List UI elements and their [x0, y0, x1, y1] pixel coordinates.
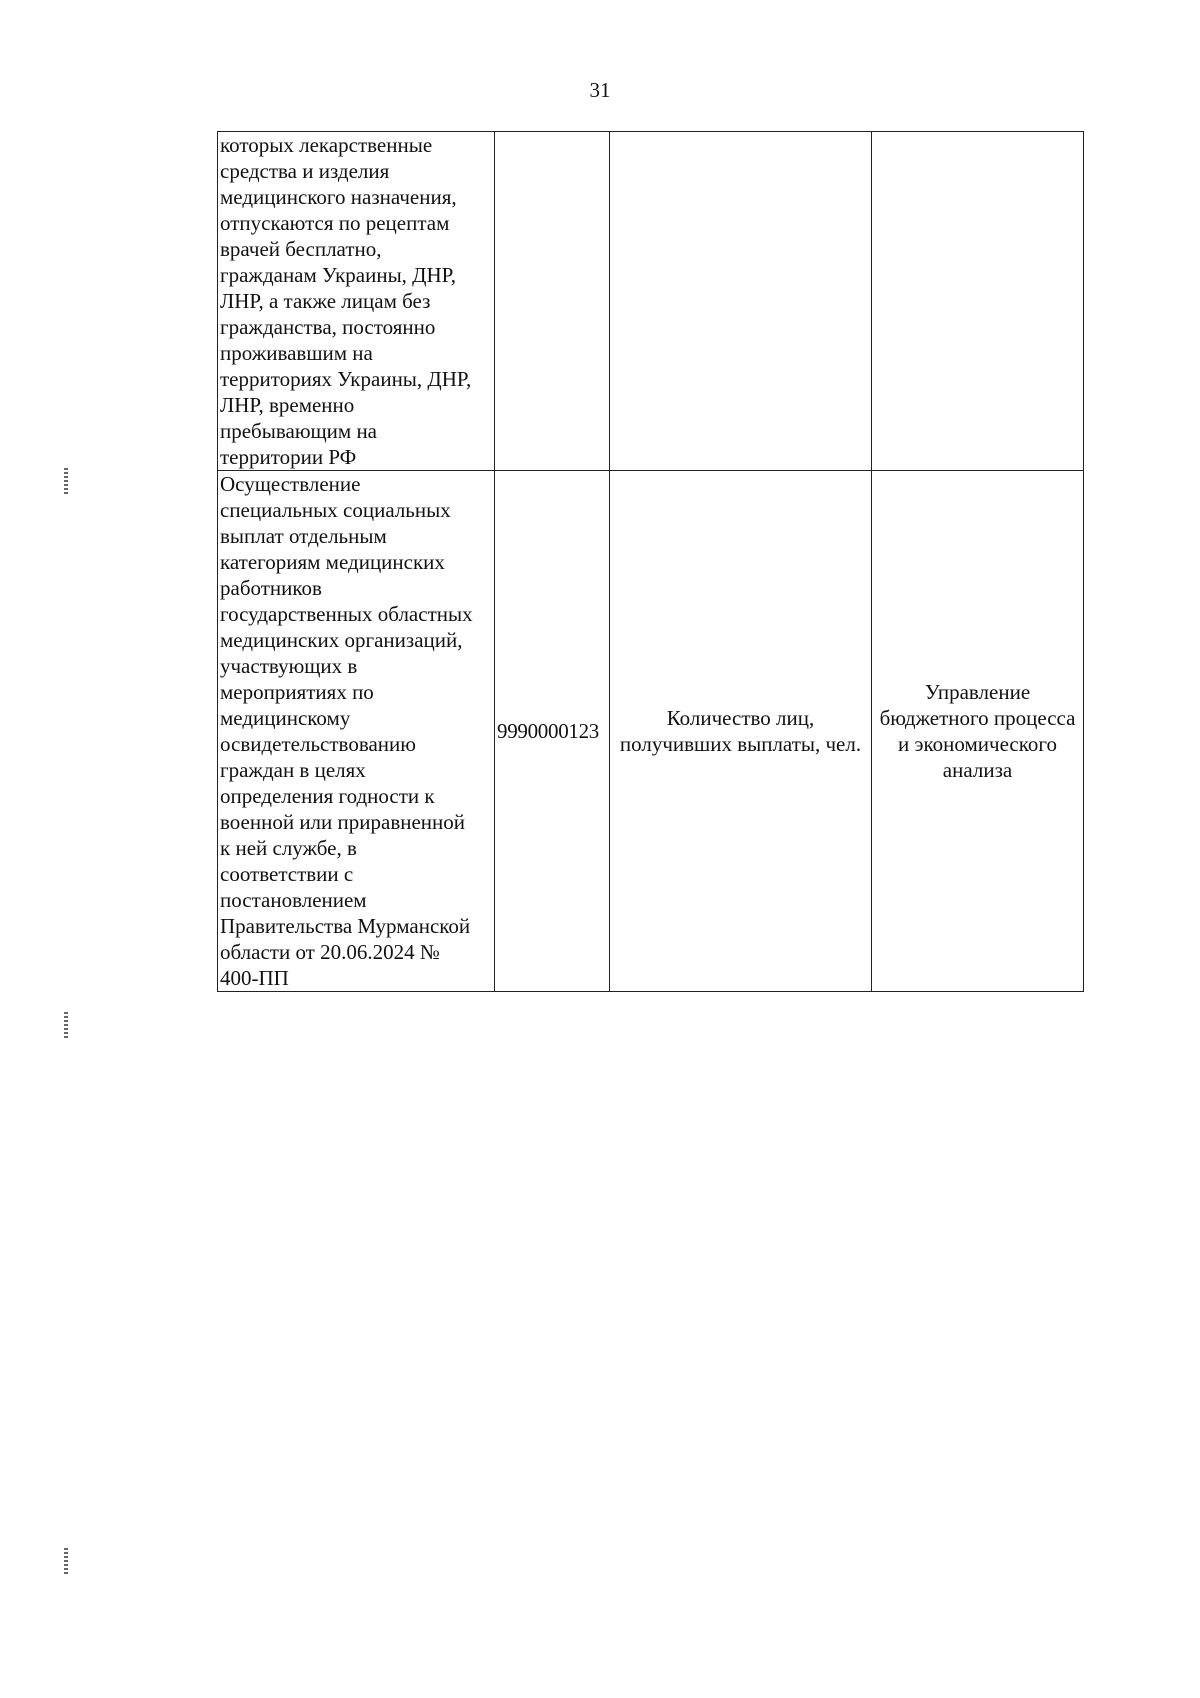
- code-cell: [495, 471, 610, 992]
- binding-hole-mark: [64, 1012, 68, 1040]
- description-text: Осуществление специальных социальных выплат отдельным категориям медицинских работников государственных областных медицинских организаций, участвующих в мероприятиях по медицинскому освидетельствованию граждан в целях определения годности к военной или приравненной к ней службе, в соответствии с постановлением Правительства Мурманской области от 20.06.2024 № 400-ПП: [220, 472, 473, 990]
- department-cell: [872, 132, 1084, 471]
- code-cell: [495, 132, 610, 471]
- indicator-cell: [610, 471, 872, 992]
- indicator-cell: [610, 132, 872, 471]
- binding-hole-mark: [64, 1548, 68, 1576]
- binding-hole-mark: [64, 468, 68, 496]
- description-text: которых лекарственные средства и изделия медицинского назначения, отпускаются по рецептам врачей бесплатно, гражданам Украины, ДНР, ЛНР, а также лицам без гражданства, постоянно проживавшим на территориях Украины, ДНР, ЛНР, временно пребывающим на территории РФ: [220, 133, 472, 469]
- table-row: [218, 471, 1084, 992]
- document-table: [217, 131, 1084, 992]
- code-text: 9990000123: [497, 719, 600, 743]
- table-row: [218, 132, 1084, 471]
- department-text: Управление бюджетного процесса и экономического анализа: [879, 680, 1076, 782]
- department-cell: [872, 471, 1084, 992]
- page-number: 31: [589, 78, 611, 102]
- indicator-text: Количество лиц, получивших выплаты, чел.: [619, 706, 862, 756]
- description-cell: [218, 471, 495, 992]
- description-cell: [218, 132, 495, 471]
